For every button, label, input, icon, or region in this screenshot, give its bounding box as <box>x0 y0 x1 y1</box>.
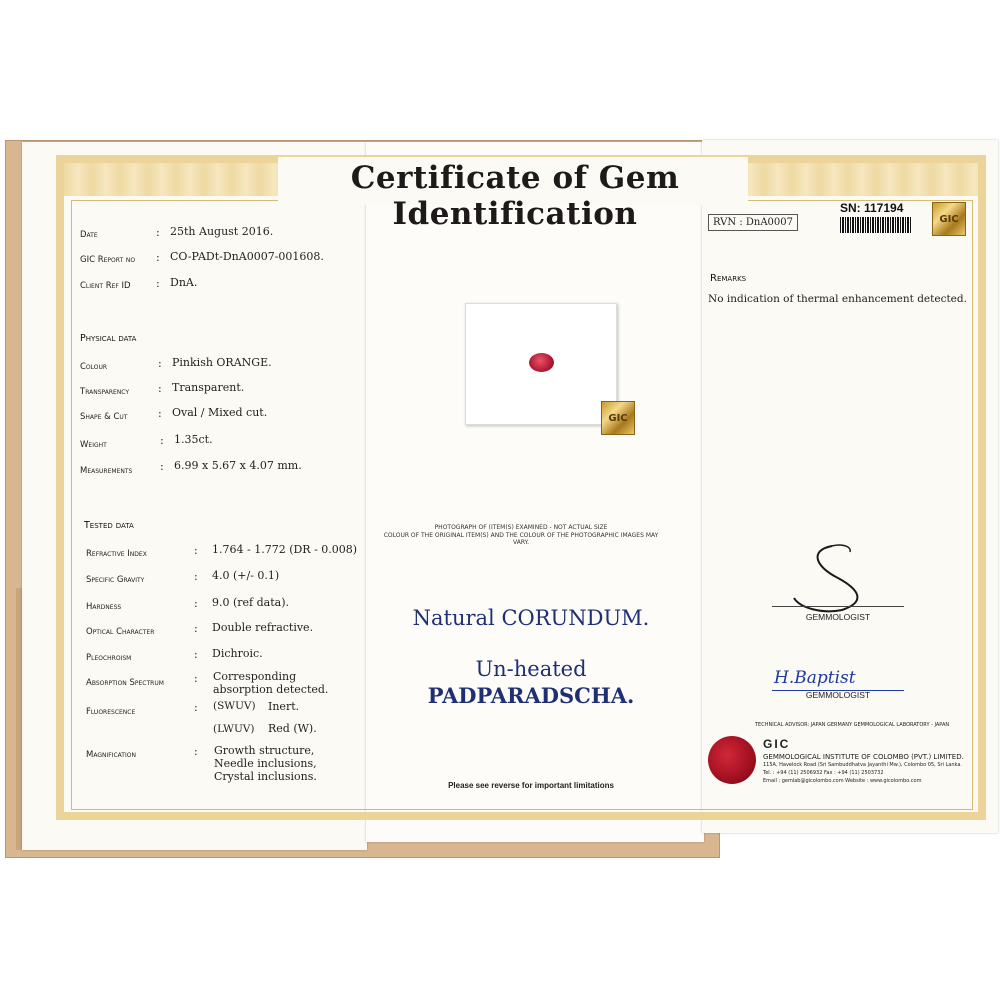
weight-label: Weight <box>80 440 107 450</box>
shape-cut-value: Oval / Mixed cut. <box>172 406 268 419</box>
signature-line-1 <box>772 606 904 607</box>
colon: : <box>194 745 198 758</box>
magnification-line-1: Growth structure, <box>214 744 315 757</box>
colon: : <box>160 460 164 473</box>
fluorescence-sw: (SWUV) <box>213 700 256 712</box>
colon: : <box>156 277 160 290</box>
optical-character-value: Double refractive. <box>212 621 314 634</box>
colon: : <box>194 597 198 610</box>
colon: : <box>194 672 198 685</box>
colon: : <box>158 357 162 370</box>
barcode <box>840 217 912 233</box>
colon: : <box>194 544 198 557</box>
transparency-value: Transparent. <box>172 381 245 394</box>
institute-address: 115A, Havelock Road (Sri Sambuddhatva Jayanthi Mw.), Colombo 05, Sri Lanka. <box>763 762 963 768</box>
client-ref-value: DnA. <box>170 276 198 289</box>
date-value: 25th August 2016. <box>170 225 274 238</box>
wax-seal-icon <box>708 736 756 784</box>
remarks-text: No indication of thermal enhancement detected. <box>708 293 967 305</box>
magnification-line-3: Crystal inclusions. <box>214 770 317 783</box>
rvn-box: RVN : DnA0007 <box>708 214 798 231</box>
colour-value: Pinkish ORANGE. <box>172 356 272 369</box>
absorption-spectrum-value: Corresponding absorption detected. <box>213 670 329 696</box>
colon: : <box>156 251 160 264</box>
signature-2: H.Baptist <box>774 668 856 688</box>
absorption-spectrum-label: Absorption Spectrum <box>86 678 164 688</box>
fluorescence-sw-value: Inert. <box>268 700 300 713</box>
gemmologist-title-2: GEMMOLOGIST <box>805 690 871 700</box>
tested-data-heading: Tested data <box>84 520 134 531</box>
specific-gravity-value: 4.0 (+/- 0.1) <box>212 569 280 582</box>
magnification-label: Magnification <box>86 750 136 760</box>
hologram-sticker-icon: GIC <box>601 401 635 435</box>
transparency-label: Transparency <box>80 387 130 397</box>
report-no-value: CO-PADt-DnA0007-001608. <box>170 250 324 263</box>
measurements-label: Measurements <box>80 466 133 476</box>
magnification-line-2: Needle inclusions, <box>214 757 317 770</box>
colon: : <box>194 622 198 635</box>
fluorescence-lw: (LWUV) <box>213 723 255 735</box>
hologram-corner-icon: GIC <box>932 202 966 236</box>
hardness-value: 9.0 (ref data). <box>212 596 289 609</box>
institute-phone: Tel. : +94 (11) 2506932 Fax : +94 (11) 2503732 <box>763 770 884 776</box>
gemmologist-title-1: GEMMOLOGIST <box>805 612 871 622</box>
fluorescence-label: Fluorescence <box>86 707 136 717</box>
client-ref-label: Client Ref ID <box>80 281 131 291</box>
result-variety: PADPARADSCHA. <box>427 683 635 708</box>
institute-email: Email : gemlab@gicolombo.com Website : www.gicolombo.com <box>763 778 922 784</box>
hardness-label: Hardness <box>86 602 122 612</box>
inner-border <box>71 200 973 810</box>
limitations-note: Please see reverse for important limitations <box>448 781 614 790</box>
result-treatment: Un-heated <box>475 657 587 681</box>
report-no-label: GIC Report no <box>80 255 136 265</box>
specific-gravity-label: Specific Gravity <box>86 575 145 585</box>
optical-character-label: Optical Character <box>86 627 155 637</box>
date-label: Date <box>80 230 98 240</box>
gic-logo: GIC <box>763 737 791 751</box>
serial-number: SN: 117194 <box>840 201 904 215</box>
shape-cut-label: Shape & Cut <box>80 412 128 422</box>
colon: : <box>194 648 198 661</box>
colour-label: Colour <box>80 362 108 372</box>
remarks-heading: Remarks <box>710 273 747 284</box>
pleochroism-value: Dichroic. <box>212 647 263 660</box>
refractive-index-label: Refractive Index <box>86 549 147 559</box>
certificate-title: Certificate of Gem Identification <box>350 160 680 232</box>
technical-advisor: TECHNICAL ADVISOR: JAPAN GERMANY GEMMOLOGICAL LABORATORY - JAPAN <box>755 722 950 728</box>
colon: : <box>158 407 162 420</box>
colon: : <box>194 701 198 714</box>
colon: : <box>156 226 160 239</box>
measurements-value: 6.99 x 5.67 x 4.07 mm. <box>174 459 302 472</box>
pleochroism-label: Pleochroism <box>86 653 132 663</box>
refractive-index-value: 1.764 - 1.772 (DR - 0.008) <box>212 543 358 556</box>
photo-caption-2: COLOUR OF THE ORIGINAL ITEM(S) AND THE COLOUR OF THE PHOTOGRAPHIC IMAGES MAY VARY. <box>383 532 659 546</box>
photo-caption-1: PHOTOGRAPH OF (ITEM(S) EXAMINED - NOT ACTUAL SIZE <box>434 524 608 531</box>
signature-1 <box>780 540 900 615</box>
physical-data-heading: Physical data <box>80 333 137 344</box>
institute-name: GEMMOLOGICAL INSTITUTE OF COLOMBO (PVT.) LIMITED. <box>763 753 964 761</box>
fluorescence-lw-value: Red (W). <box>268 722 317 735</box>
colon: : <box>194 570 198 583</box>
result-species: Natural CORUNDUM. <box>412 606 650 630</box>
colon: : <box>160 434 164 447</box>
gemstone-image <box>529 353 554 372</box>
colon: : <box>158 382 162 395</box>
weight-value: 1.35ct. <box>174 433 213 446</box>
